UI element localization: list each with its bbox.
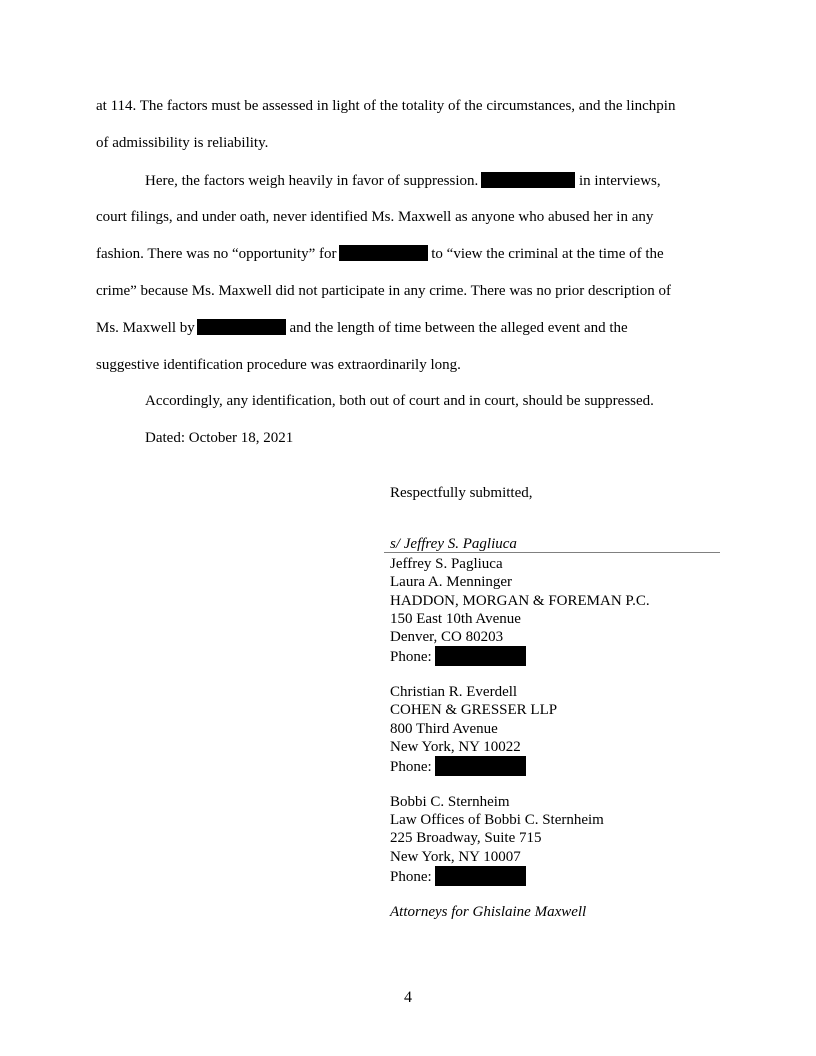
attorney-name: Laura A. Menninger: [390, 574, 513, 591]
address-line: 800 Third Avenue: [390, 720, 498, 737]
redaction-box: [435, 756, 526, 776]
body-line: [96, 318, 628, 338]
firm-name: COHEN & GRESSER LLP: [390, 702, 558, 719]
body-line: of admissibility is reliability.: [96, 135, 269, 151]
body-line: crime” because Ms. Maxwell did not participate in any crime. There was no prior description of: [96, 283, 671, 299]
phone-label: Phone:: [390, 649, 432, 666]
signature-line: [384, 552, 720, 553]
phone-line: [390, 756, 650, 774]
closing-respectfully: Respectfully submitted,: [390, 485, 533, 501]
body-line: [145, 171, 661, 191]
firm-name: HADDON, MORGAN & FOREMAN P.C.: [390, 592, 650, 609]
body-text: to “view the criminal at the time of the: [427, 246, 664, 262]
phone-line: [390, 646, 650, 664]
address-line: 225 Broadway, Suite 715: [390, 830, 542, 847]
firm-name: Law Offices of Bobbi C. Sternheim: [390, 812, 604, 829]
phone-label: Phone:: [390, 759, 432, 776]
attorney-name: Jeffrey S. Pagliuca: [390, 556, 503, 572]
body-text: and the length of time between the alleged event and the: [285, 320, 628, 336]
redaction-box: [197, 319, 286, 335]
body-text: in interviews,: [575, 173, 661, 189]
attorney-name: Christian R. Everdell: [390, 684, 518, 701]
redaction-box: [339, 245, 428, 261]
body-line: [96, 244, 664, 264]
address-line: 150 East 10th Avenue: [390, 610, 521, 627]
body-line: Accordingly, any identification, both out of court and in court, should be suppressed.: [145, 393, 654, 409]
address-line: New York, NY 10022: [390, 738, 521, 755]
body-line: suggestive identification procedure was extraordinarily long.: [96, 357, 461, 373]
body-text: Ms. Maxwell by: [96, 320, 195, 336]
address-line: Denver, CO 80203: [390, 629, 504, 646]
phone-line: [390, 866, 650, 884]
redaction-box: [435, 646, 526, 666]
body-line: at 114. The factors must be assessed in light of the totality of the circumstances, and the linchpin: [96, 98, 676, 114]
body-text: fashion. There was no “opportunity” for: [96, 246, 337, 262]
redaction-box: [435, 866, 526, 886]
dated-line: Dated: October 18, 2021: [145, 430, 294, 446]
address-line: New York, NY 10007: [390, 848, 521, 865]
body-text: Here, the factors weigh heavily in favor of suppression.: [145, 173, 479, 189]
redaction-box: [481, 172, 575, 188]
page-number: 4: [404, 989, 412, 1006]
attorney-name: Bobbi C. Sternheim: [390, 793, 510, 810]
electronic-signature: s/ Jeffrey S. Pagliuca: [390, 536, 517, 552]
signature-block: [390, 555, 650, 921]
attorneys-for: Attorneys for Ghislaine Maxwell: [390, 903, 587, 920]
phone-label: Phone:: [390, 869, 432, 886]
body-line: court filings, and under oath, never identified Ms. Maxwell as anyone who abused her in any: [96, 209, 654, 225]
